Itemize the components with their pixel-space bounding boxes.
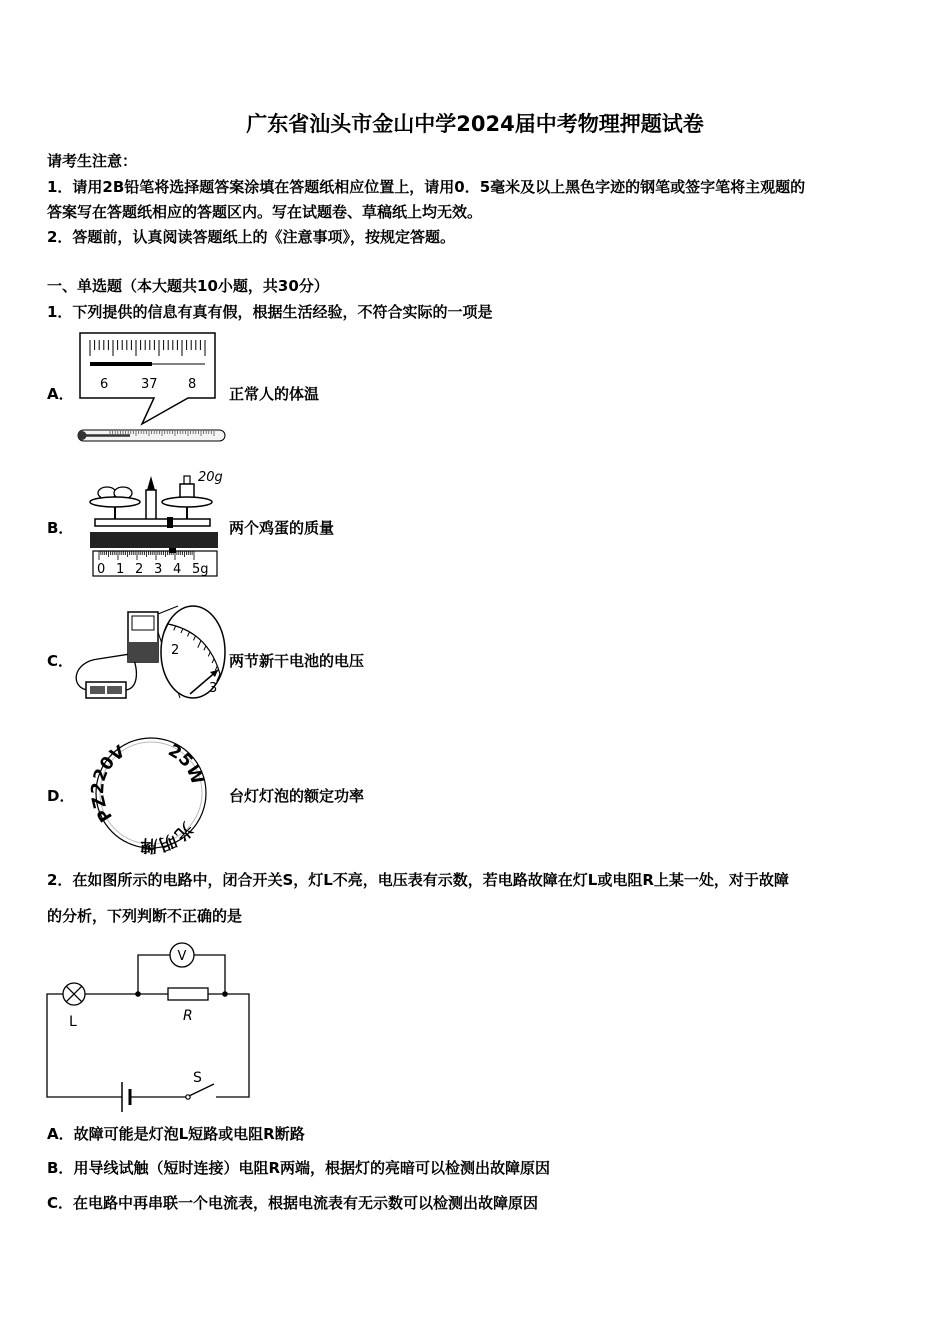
beam-slider [167,517,173,528]
junction-left [135,991,141,997]
circuit-diagram [40,935,260,1115]
voltmeter-figure [68,602,228,707]
tick-label-37: 37 [141,377,158,392]
bulb-brand: 光明牌 [139,818,197,856]
dial-label-2: 2 [171,643,180,658]
ruler-label-4: 4 [173,562,182,577]
q2-option-b-label: B． [47,1159,74,1177]
page-title: 广东省汕头市金山中学2024届中考物理押题试卷 [246,112,704,136]
junction-right [222,991,228,997]
question-1-stem: 1．下列提供的信息有真有假，根据生活经验，不符合实际的一项是 [47,303,493,321]
voltmeter-dial-small [132,616,154,630]
rider-marker [169,548,176,553]
magnifier-line-top [158,606,178,614]
center-pillar [146,490,156,522]
circuit-main-wire [47,994,249,1097]
resistor-label: R [183,1008,193,1024]
q2-option-b [47,1158,550,1178]
tick-label-8: 8 [188,377,197,392]
balance-beam [95,519,210,526]
notice-line-3: 2．答题前，认真阅读答题纸上的《注意事项》，按规定答题。 [47,228,455,246]
q1-option-c-text: 两节新干电池的电压 [229,652,365,670]
bulb-power: 25W [164,740,208,788]
q1-option-b-label: B． [47,519,74,537]
q1-option-d-text: 台灯灯泡的额定功率 [229,787,365,805]
notice-heading: 请考生注意： [47,152,138,170]
ruler-label-1: 1 [116,562,125,577]
section-heading: 一、单选题（本大题共10小题，共30分） [47,277,329,295]
bulb-label-figure [88,733,211,856]
q2-option-c-text: 在电路中再串联一个电流表，根据电流表有无示数可以检测出故障原因 [73,1194,539,1212]
center-pointer [147,476,155,490]
ruler-label-5g: 5g [192,562,209,577]
battery-cell-1 [90,686,105,694]
battery-cell-2 [107,686,122,694]
dial-label-3: 3 [209,681,218,696]
voltmeter-terminals [128,642,158,662]
notice-line-2: 答案写在答题纸相应的答题区内。写在试题卷、草稿纸上均无效。 [47,203,483,221]
q2-option-a-text: 故障可能是灯泡L短路或电阻R断路 [73,1125,305,1143]
q2-option-a [47,1124,305,1144]
left-pan [90,497,140,507]
weight-knob [184,476,190,484]
tick-label-6: 6 [100,377,109,392]
q1-option-c-label: C． [47,652,74,670]
q2-option-c-label: C． [47,1194,74,1212]
ruler-label-3: 3 [154,562,163,577]
q1-option-a-text: 正常人的体温 [229,385,320,403]
right-pan [162,497,212,507]
question-2-stem-line-2: 的分析，下列判断不正确的是 [47,907,243,925]
q1-option-a-label: A． [47,385,74,403]
q1-option-d-label: D． [47,787,75,805]
ruler-label-0: 0 [97,562,106,577]
balance-figure [85,462,225,580]
thermometer-figure [70,328,230,448]
q2-option-b-text: 用导线试触（短时连接）电阻R两端，根据灯的亮暗可以检测出故障原因 [73,1159,550,1177]
voltmeter-label: V [177,949,187,964]
notice-line-1: 1．请用2B铅笔将选择题答案涂填在答题纸相应位置上，请用0．5毫米及以上黑色字迹的钢笔或签字笔将主观题的 [47,178,806,196]
lamp-label: L [69,1014,77,1030]
q2-option-a-label: A． [47,1125,74,1143]
q1-option-b-text: 两个鸡蛋的质量 [229,519,335,537]
resistor-symbol [168,988,208,1000]
ruler-label-2: 2 [135,562,144,577]
q2-option-c [47,1193,538,1213]
bulb-voltage: PZ220V [88,741,129,826]
balance-base [90,532,218,548]
weight-label: 20g [198,470,223,485]
switch-label: S [193,1070,202,1086]
question-2-stem-line-1: 2．在如图所示的电路中，闭合开关S，灯L不亮，电压表有示数，若电路故障在灯L或电阻R上某一处，对于故障 [47,871,789,889]
